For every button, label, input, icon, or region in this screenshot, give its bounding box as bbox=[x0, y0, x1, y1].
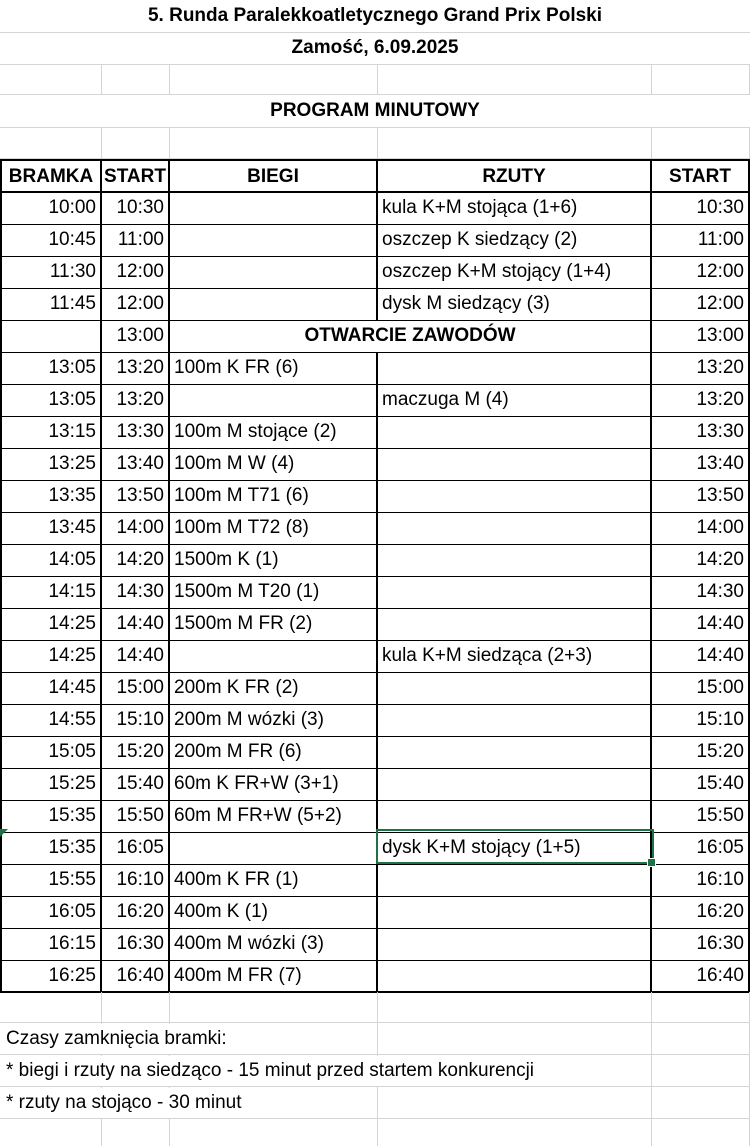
cell-bramka[interactable]: 16:25 bbox=[0, 961, 102, 993]
cell-rzuty[interactable]: dysk K+M stojący (1+5) bbox=[378, 833, 652, 865]
cell-rzuty[interactable] bbox=[378, 609, 652, 641]
cell-bramka[interactable]: 14:45 bbox=[0, 673, 102, 705]
table-row bbox=[0, 417, 750, 449]
cell-start[interactable]: 15:20 bbox=[102, 737, 170, 769]
empty-cell[interactable] bbox=[102, 127, 170, 159]
cell-biegi[interactable] bbox=[170, 257, 378, 289]
cell-biegi[interactable]: 400m M FR (7) bbox=[170, 961, 378, 993]
header-bramka[interactable]: BRAMKA bbox=[0, 159, 102, 193]
event-location-date[interactable]: Zamość, 6.09.2025 bbox=[291, 37, 459, 58]
empty-cell[interactable] bbox=[170, 127, 378, 159]
cell-rzuty[interactable] bbox=[378, 929, 652, 961]
empty-cell[interactable] bbox=[0, 64, 102, 95]
header-start-2[interactable]: START bbox=[652, 159, 750, 193]
empty-row bbox=[0, 127, 750, 159]
cell-start[interactable]: 14:30 bbox=[102, 577, 170, 609]
cell-rzuty[interactable] bbox=[378, 449, 652, 481]
cell-start[interactable]: 15:00 bbox=[102, 673, 170, 705]
title-row-1 bbox=[0, 0, 750, 33]
cell-bramka[interactable]: 13:45 bbox=[0, 513, 102, 545]
header-rzuty[interactable]: RZUTY bbox=[378, 159, 652, 193]
merged-cell-opening[interactable]: OTWARCIE ZAWODÓW bbox=[170, 321, 652, 353]
cell-start-2[interactable]: 15:40 bbox=[652, 769, 750, 801]
cell-rzuty[interactable] bbox=[378, 865, 652, 897]
table-row bbox=[0, 449, 750, 481]
cell-start[interactable]: 16:30 bbox=[102, 929, 170, 961]
cell-start[interactable]: 14:40 bbox=[102, 641, 170, 673]
cell-start[interactable]: 16:05 bbox=[102, 833, 170, 865]
empty-cell[interactable] bbox=[378, 1119, 652, 1146]
cell-rzuty[interactable]: maczuga M (4) bbox=[378, 385, 652, 417]
empty-cell[interactable] bbox=[102, 64, 170, 95]
cell-start-2[interactable]: 12:00 bbox=[652, 257, 750, 289]
cell-bramka[interactable]: 15:05 bbox=[0, 737, 102, 769]
table-row bbox=[0, 353, 750, 385]
cell-start[interactable]: 14:20 bbox=[102, 545, 170, 577]
cell-start-2[interactable]: 16:30 bbox=[652, 929, 750, 961]
cell-rzuty[interactable] bbox=[378, 577, 652, 609]
cell-biegi[interactable] bbox=[170, 833, 378, 865]
cell-start-2[interactable]: 16:05 bbox=[652, 833, 750, 865]
cell-start-2[interactable]: 13:00 bbox=[652, 321, 750, 353]
cell-biegi[interactable]: 60m M FR+W (5+2) bbox=[170, 801, 378, 833]
notes-heading: Czasy zamknięcia bramki: bbox=[6, 1024, 229, 1054]
cell-bramka[interactable]: 13:05 bbox=[0, 385, 102, 417]
cell-start[interactable]: 15:40 bbox=[102, 769, 170, 801]
section-title[interactable]: PROGRAM MINUTOWY bbox=[270, 100, 480, 121]
cell-start[interactable]: 14:40 bbox=[102, 609, 170, 641]
cell-start-2[interactable]: 12:00 bbox=[652, 289, 750, 321]
cell-biegi[interactable]: 400m K (1) bbox=[170, 897, 378, 929]
table-row bbox=[0, 321, 750, 353]
table-row bbox=[0, 545, 750, 577]
empty-cell[interactable] bbox=[378, 992, 652, 1023]
empty-cell[interactable] bbox=[652, 1087, 750, 1119]
fill-handle[interactable] bbox=[647, 858, 656, 867]
cell-start-2[interactable]: 13:30 bbox=[652, 417, 750, 449]
cell-rzuty[interactable]: dysk M siedzący (3) bbox=[378, 289, 652, 321]
cell-rzuty[interactable] bbox=[378, 481, 652, 513]
cell-rzuty[interactable] bbox=[378, 353, 652, 385]
empty-cell[interactable] bbox=[652, 64, 750, 95]
cell-bramka[interactable]: 10:00 bbox=[0, 193, 102, 225]
cell-start-2[interactable]: 13:20 bbox=[652, 353, 750, 385]
cell-rzuty[interactable] bbox=[378, 897, 652, 929]
table-row bbox=[0, 865, 750, 897]
table-row bbox=[0, 705, 750, 737]
cell-rzuty[interactable] bbox=[378, 513, 652, 545]
empty-cell[interactable] bbox=[652, 127, 750, 159]
empty-row bbox=[0, 1119, 750, 1146]
table-row bbox=[0, 225, 750, 257]
cell-start[interactable]: 13:30 bbox=[102, 417, 170, 449]
empty-cell[interactable] bbox=[170, 992, 378, 1023]
cell-biegi[interactable]: 100m K FR (6) bbox=[170, 353, 378, 385]
cell-biegi[interactable]: 200m K FR (2) bbox=[170, 673, 378, 705]
cell-indicator-triangle bbox=[0, 829, 8, 837]
table-row bbox=[0, 513, 750, 545]
table-row bbox=[0, 289, 750, 321]
cell-biegi[interactable]: 1500m M T20 (1) bbox=[170, 577, 378, 609]
cell-start-2[interactable]: 14:20 bbox=[652, 545, 750, 577]
cell-bramka[interactable]: 10:45 bbox=[0, 225, 102, 257]
note-row bbox=[0, 1055, 750, 1087]
cell-rzuty[interactable] bbox=[378, 705, 652, 737]
table-row bbox=[0, 641, 750, 673]
cell-start[interactable]: 16:10 bbox=[102, 865, 170, 897]
active-cell-selection[interactable] bbox=[376, 829, 654, 864]
cell-biegi[interactable] bbox=[170, 289, 378, 321]
empty-cell[interactable] bbox=[170, 64, 378, 95]
cell-start[interactable]: 13:20 bbox=[102, 385, 170, 417]
empty-row bbox=[0, 64, 750, 95]
cell-biegi[interactable]: 100m M W (4) bbox=[170, 449, 378, 481]
note-line: * rzuty na stojąco - 30 minut bbox=[6, 1088, 244, 1118]
cell-rzuty[interactable] bbox=[378, 737, 652, 769]
cell-rzuty[interactable] bbox=[378, 417, 652, 449]
title-row-2 bbox=[0, 32, 750, 65]
cell-start[interactable]: 11:00 bbox=[102, 225, 170, 257]
cell-bramka[interactable]: 13:05 bbox=[0, 353, 102, 385]
cell-start[interactable]: 12:00 bbox=[102, 289, 170, 321]
cell-bramka[interactable]: 14:25 bbox=[0, 609, 102, 641]
note-row bbox=[0, 1023, 750, 1055]
empty-cell[interactable] bbox=[102, 1119, 170, 1146]
cell-biegi[interactable]: 1500m K (1) bbox=[170, 545, 378, 577]
cell-start[interactable]: 15:10 bbox=[102, 705, 170, 737]
empty-cell[interactable] bbox=[378, 127, 652, 159]
cell-biegi[interactable]: 200m M wózki (3) bbox=[170, 705, 378, 737]
cell-biegi[interactable]: 400m M wózki (3) bbox=[170, 929, 378, 961]
note-line: * biegi i rzuty na siedząco - 15 minut przed startem konkurencji bbox=[6, 1056, 536, 1086]
cell-biegi[interactable]: 100m M stojące (2) bbox=[170, 417, 378, 449]
cell-start-2[interactable]: 13:50 bbox=[652, 481, 750, 513]
cell-start-2[interactable]: 14:30 bbox=[652, 577, 750, 609]
table-row bbox=[0, 961, 750, 993]
cell-biegi[interactable] bbox=[170, 385, 378, 417]
cell-bramka[interactable]: 16:15 bbox=[0, 929, 102, 961]
table-row bbox=[0, 385, 750, 417]
cell-start[interactable]: 10:30 bbox=[102, 193, 170, 225]
cell-start-2[interactable]: 16:10 bbox=[652, 865, 750, 897]
cell-bramka[interactable]: 13:35 bbox=[0, 481, 102, 513]
cell-biegi[interactable] bbox=[170, 225, 378, 257]
cell-biegi[interactable]: 200m M FR (6) bbox=[170, 737, 378, 769]
cell-rzuty[interactable]: oszczep K siedzący (2) bbox=[378, 225, 652, 257]
section-title-row bbox=[0, 95, 750, 128]
cell-bramka[interactable]: 13:25 bbox=[0, 449, 102, 481]
table-row bbox=[0, 481, 750, 513]
cell-start[interactable]: 13:40 bbox=[102, 449, 170, 481]
cell-bramka[interactable]: 14:15 bbox=[0, 577, 102, 609]
cell-start-2[interactable]: 14:00 bbox=[652, 513, 750, 545]
cell-biegi[interactable]: 400m K FR (1) bbox=[170, 865, 378, 897]
cell-bramka[interactable]: 14:55 bbox=[0, 705, 102, 737]
empty-cell[interactable] bbox=[378, 1087, 652, 1119]
empty-cell[interactable] bbox=[0, 1119, 102, 1146]
cell-start-2[interactable]: 15:50 bbox=[652, 801, 750, 833]
empty-row bbox=[0, 992, 750, 1023]
cell-bramka[interactable]: 15:25 bbox=[0, 769, 102, 801]
cell-bramka[interactable]: 15:35 bbox=[0, 801, 102, 833]
cell-bramka[interactable]: 13:15 bbox=[0, 417, 102, 449]
empty-cell[interactable] bbox=[378, 64, 652, 95]
table-header-row bbox=[0, 159, 750, 193]
document-title[interactable]: 5. Runda Paralekkoatletycznego Grand Prix Polski bbox=[147, 5, 603, 26]
cell-biegi[interactable] bbox=[170, 193, 378, 225]
cell-start[interactable]: 16:20 bbox=[102, 897, 170, 929]
cell-start-2[interactable]: 16:40 bbox=[652, 961, 750, 993]
header-biegi[interactable]: BIEGI bbox=[170, 159, 378, 193]
table-row bbox=[0, 673, 750, 705]
table-row bbox=[0, 193, 750, 225]
empty-cell[interactable] bbox=[102, 992, 170, 1023]
cell-bramka[interactable]: 14:25 bbox=[0, 641, 102, 673]
cell-biegi[interactable]: 1500m M FR (2) bbox=[170, 609, 378, 641]
cell-start-2[interactable]: 14:40 bbox=[652, 641, 750, 673]
cell-start-2[interactable]: 13:40 bbox=[652, 449, 750, 481]
cell-start[interactable]: 16:40 bbox=[102, 961, 170, 993]
cell-start[interactable]: 12:00 bbox=[102, 257, 170, 289]
cell-bramka[interactable]: 11:45 bbox=[0, 289, 102, 321]
cell-rzuty[interactable] bbox=[378, 961, 652, 993]
note-row bbox=[0, 1087, 750, 1119]
cell-biegi[interactable] bbox=[170, 641, 378, 673]
table-row bbox=[0, 577, 750, 609]
empty-cell[interactable] bbox=[0, 992, 102, 1023]
empty-cell[interactable] bbox=[652, 1055, 750, 1087]
cell-biegi[interactable]: 60m K FR+W (3+1) bbox=[170, 769, 378, 801]
cell-biegi[interactable]: 100m M T71 (6) bbox=[170, 481, 378, 513]
cell-start-2[interactable]: 16:20 bbox=[652, 897, 750, 929]
cell-bramka[interactable]: 15:35 bbox=[0, 833, 102, 865]
cell-start-2[interactable]: 14:40 bbox=[652, 609, 750, 641]
cell-bramka[interactable]: 14:05 bbox=[0, 545, 102, 577]
cell-start-2[interactable]: 15:00 bbox=[652, 673, 750, 705]
table-row bbox=[0, 897, 750, 929]
cell-start-2[interactable]: 15:20 bbox=[652, 737, 750, 769]
cell-rzuty[interactable] bbox=[378, 769, 652, 801]
table-row bbox=[0, 737, 750, 769]
cell-start[interactable]: 13:20 bbox=[102, 353, 170, 385]
cell-bramka[interactable]: 16:05 bbox=[0, 897, 102, 929]
cell-start[interactable]: 15:50 bbox=[102, 801, 170, 833]
cell-bramka[interactable] bbox=[0, 321, 102, 353]
cell-start[interactable]: 13:50 bbox=[102, 481, 170, 513]
header-start[interactable]: START bbox=[102, 159, 170, 193]
cell-start[interactable]: 13:00 bbox=[102, 321, 170, 353]
cell-start-2[interactable]: 15:10 bbox=[652, 705, 750, 737]
cell-rzuty[interactable] bbox=[378, 673, 652, 705]
empty-cell[interactable] bbox=[652, 1023, 750, 1055]
cell-start[interactable]: 14:00 bbox=[102, 513, 170, 545]
cell-biegi[interactable]: 100m M T72 (8) bbox=[170, 513, 378, 545]
empty-cell[interactable] bbox=[170, 1119, 378, 1146]
cell-start-2[interactable]: 13:20 bbox=[652, 385, 750, 417]
table-row bbox=[0, 257, 750, 289]
empty-cell[interactable] bbox=[652, 992, 750, 1023]
cell-bramka[interactable]: 15:55 bbox=[0, 865, 102, 897]
table-row bbox=[0, 929, 750, 961]
cell-rzuty[interactable]: oszczep K+M stojący (1+4) bbox=[378, 257, 652, 289]
empty-cell[interactable] bbox=[0, 127, 102, 159]
cell-rzuty[interactable]: kula K+M stojąca (1+6) bbox=[378, 193, 652, 225]
cell-start-2[interactable]: 11:00 bbox=[652, 225, 750, 257]
cell-start-2[interactable]: 10:30 bbox=[652, 193, 750, 225]
cell-rzuty[interactable] bbox=[378, 545, 652, 577]
cell-rzuty[interactable]: kula K+M siedząca (2+3) bbox=[378, 641, 652, 673]
table-row bbox=[0, 769, 750, 801]
cell-bramka[interactable]: 11:30 bbox=[0, 257, 102, 289]
empty-cell[interactable] bbox=[652, 1119, 750, 1146]
empty-cell[interactable] bbox=[378, 1023, 652, 1055]
table-row bbox=[0, 609, 750, 641]
